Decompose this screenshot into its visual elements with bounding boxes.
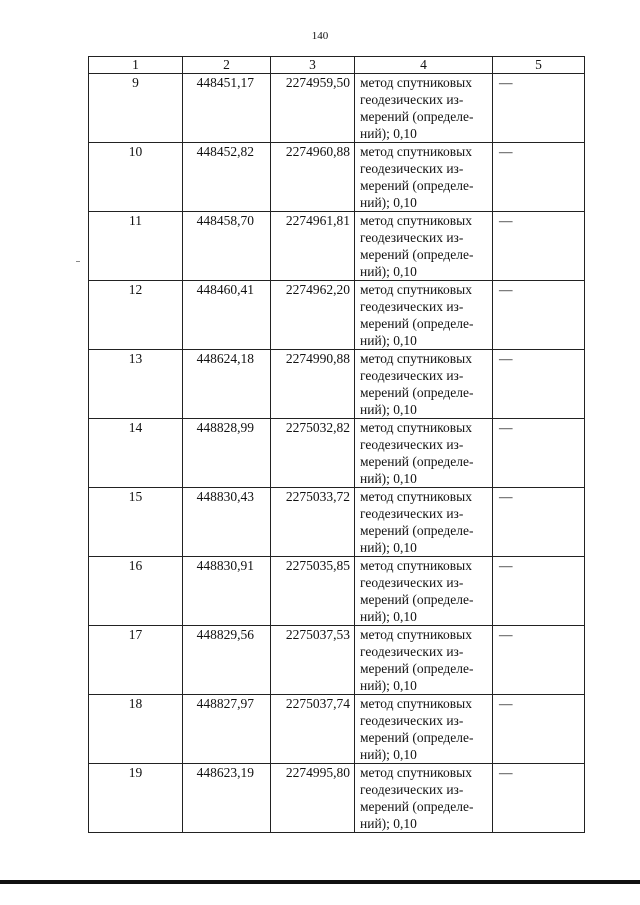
y-coordinate-cell: 2275033,72 [271, 488, 355, 557]
x-coordinate-cell: 448624,18 [183, 350, 271, 419]
y-coordinate-cell: 2275037,53 [271, 626, 355, 695]
point-number-cell: 10 [89, 143, 183, 212]
method-text-line: геодезических из- [360, 368, 464, 383]
note-cell: — [493, 143, 585, 212]
method-text-line: ний); 0,10 [360, 402, 417, 417]
y-coordinate-cell: 2275037,74 [271, 695, 355, 764]
table-row [89, 557, 585, 626]
note-cell: — [493, 212, 585, 281]
column-header: 1 [89, 57, 183, 74]
note-cell: — [493, 419, 585, 488]
method-text-line: мерений (определе- [360, 592, 474, 607]
method-text-line: геодезических из- [360, 782, 464, 797]
table-row [89, 74, 585, 143]
method-text-line: геодезических из- [360, 644, 464, 659]
x-coordinate-cell: 448458,70 [183, 212, 271, 281]
table-row [89, 488, 585, 557]
point-number-cell: 16 [89, 557, 183, 626]
method-cell [355, 74, 493, 143]
method-text-line: ний); 0,10 [360, 264, 417, 279]
y-coordinate-cell: 2274960,88 [271, 143, 355, 212]
method-text-line: ний); 0,10 [360, 609, 417, 624]
y-coordinate-cell: 2274959,50 [271, 74, 355, 143]
page-number: 140 [311, 30, 329, 42]
method-cell [355, 281, 493, 350]
method-text-line: метод спутниковых [360, 696, 472, 711]
y-coordinate-cell: 2274995,80 [271, 764, 355, 833]
method-text-line: метод спутниковых [360, 351, 472, 366]
table-row [89, 281, 585, 350]
method-text-line: мерений (определе- [360, 109, 474, 124]
method-text-line: ний); 0,10 [360, 471, 417, 486]
y-coordinate-cell: 2274962,20 [271, 281, 355, 350]
note-cell: — [493, 488, 585, 557]
method-text-line: мерений (определе- [360, 799, 474, 814]
method-text-line: ний); 0,10 [360, 195, 417, 210]
table-row [89, 350, 585, 419]
method-text-line: мерений (определе- [360, 661, 474, 676]
method-text-line: мерений (определе- [360, 247, 474, 262]
method-text-line: геодезических из- [360, 299, 464, 314]
y-coordinate-cell: 2274961,81 [271, 212, 355, 281]
point-number-cell: 13 [89, 350, 183, 419]
method-text-line: геодезических из- [360, 506, 464, 521]
method-text-line: метод спутниковых [360, 558, 472, 573]
method-cell [355, 212, 493, 281]
column-header: 3 [271, 57, 355, 74]
y-coordinate-cell: 2275032,82 [271, 419, 355, 488]
table-row [89, 764, 585, 833]
note-cell: — [493, 350, 585, 419]
point-number-cell: 15 [89, 488, 183, 557]
table-body [89, 74, 585, 833]
note-cell: — [493, 695, 585, 764]
x-coordinate-cell: 448830,43 [183, 488, 271, 557]
x-coordinate-cell: 448451,17 [183, 74, 271, 143]
method-text-line: ний); 0,10 [360, 678, 417, 693]
column-header: 4 [355, 57, 493, 74]
method-text-line: ний); 0,10 [360, 126, 417, 141]
method-text-line: геодезических из- [360, 437, 464, 452]
x-coordinate-cell: 448830,91 [183, 557, 271, 626]
x-coordinate-cell: 448828,99 [183, 419, 271, 488]
method-text-line: мерений (определе- [360, 316, 474, 331]
point-number-cell: 19 [89, 764, 183, 833]
point-number-cell: 12 [89, 281, 183, 350]
note-cell: — [493, 281, 585, 350]
bottom-rule [0, 880, 640, 884]
method-text-line: геодезических из- [360, 161, 464, 176]
method-cell [355, 626, 493, 695]
method-text-line: мерений (определе- [360, 730, 474, 745]
x-coordinate-cell: 448829,56 [183, 626, 271, 695]
method-text-line: мерений (определе- [360, 523, 474, 538]
method-text-line: геодезических из- [360, 713, 464, 728]
margin-mark [76, 261, 80, 262]
table-row [89, 212, 585, 281]
method-text-line: метод спутниковых [360, 489, 472, 504]
note-cell: — [493, 626, 585, 695]
method-text-line: метод спутниковых [360, 75, 472, 90]
note-cell: — [493, 557, 585, 626]
method-text-line: мерений (определе- [360, 178, 474, 193]
method-cell [355, 695, 493, 764]
table-header-row [89, 57, 585, 74]
method-cell [355, 419, 493, 488]
x-coordinate-cell: 448827,97 [183, 695, 271, 764]
method-cell [355, 488, 493, 557]
method-text-line: геодезических из- [360, 575, 464, 590]
method-text-line: мерений (определе- [360, 385, 474, 400]
method-text-line: метод спутниковых [360, 420, 472, 435]
method-text-line: геодезических из- [360, 92, 464, 107]
method-text-line: мерений (определе- [360, 454, 474, 469]
x-coordinate-cell: 448623,19 [183, 764, 271, 833]
x-coordinate-cell: 448452,82 [183, 143, 271, 212]
point-number-cell: 11 [89, 212, 183, 281]
table-row [89, 695, 585, 764]
method-text-line: метод спутниковых [360, 765, 472, 780]
x-coordinate-cell: 448460,41 [183, 281, 271, 350]
table-row [89, 143, 585, 212]
method-text-line: геодезических из- [360, 230, 464, 245]
column-header: 2 [183, 57, 271, 74]
method-cell [355, 557, 493, 626]
method-text-line: ний); 0,10 [360, 540, 417, 555]
method-text-line: метод спутниковых [360, 282, 472, 297]
y-coordinate-cell: 2275035,85 [271, 557, 355, 626]
point-number-cell: 9 [89, 74, 183, 143]
method-text-line: метод спутниковых [360, 213, 472, 228]
method-text-line: ний); 0,10 [360, 333, 417, 348]
method-text-line: метод спутниковых [360, 144, 472, 159]
method-cell [355, 143, 493, 212]
note-cell: — [493, 74, 585, 143]
method-text-line: ний); 0,10 [360, 816, 417, 831]
method-text-line: ний); 0,10 [360, 747, 417, 762]
method-cell [355, 764, 493, 833]
point-number-cell: 17 [89, 626, 183, 695]
method-cell [355, 350, 493, 419]
y-coordinate-cell: 2274990,88 [271, 350, 355, 419]
note-cell: — [493, 764, 585, 833]
coordinates-table [88, 56, 585, 833]
column-header: 5 [493, 57, 585, 74]
method-text-line: метод спутниковых [360, 627, 472, 642]
point-number-cell: 18 [89, 695, 183, 764]
table-row [89, 626, 585, 695]
table-row [89, 419, 585, 488]
point-number-cell: 14 [89, 419, 183, 488]
